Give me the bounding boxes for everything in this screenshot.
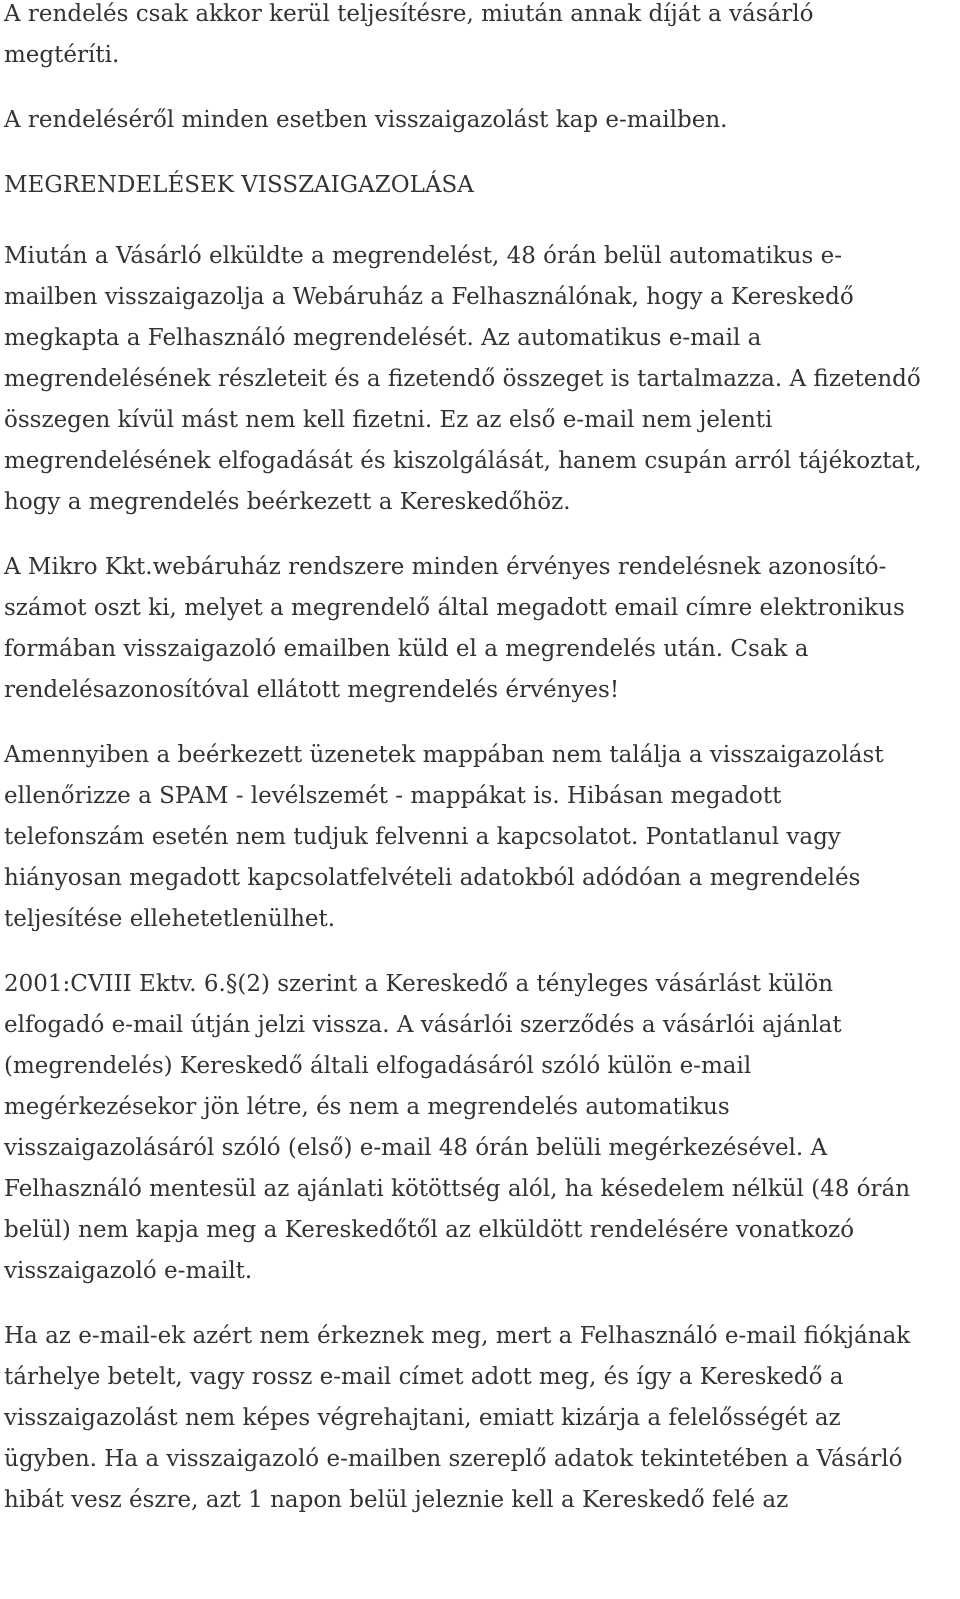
- paragraph-email-delivery-liability: Ha az e-mail-ek azért nem érkeznek meg, mert a Felhasználó e-mail fiókjának tárhelye betelt, vagy rossz e-mail címet adott meg, és így a Kereskedő a visszaigazolást nem képes végrehajtani, emiatt kizárja a felelősségét az ügyben. Ha a visszaigazoló e-mailben szereplő adatok tekintetében a Vásárló hibát vesz észre, azt 1 napon belül jeleznie kell a Kereskedő felé az: [4, 1323, 911, 1513]
- paragraph-spam-folder-note: Amennyiben a beérkezett üzenetek mappában nem találja a visszaigazolást ellenőrizze a SPAM - levélszemét - mappákat is. Hibásan megadott telefonszám esetén nem tudjuk felvenni a kapcsolatot. Pontatlanul vagy hiányosan megadott kapcsolatfelvételi adatokból adódóan a megrendelés teljesítése ellehetetlenülhet.: [4, 742, 884, 932]
- paragraph-payment-condition: A rendelés csak akkor kerül teljesítésre, miután annak díját a vásárló megtéríti.: [4, 1, 814, 68]
- paragraph-automatic-confirmation: Miután a Vásárló elküldte a megrendelést, 48 órán belül automatikus e- mailben visszaigazolja a Webáruház a Felhasználónak, hogy a Kereskedő megkapta a Felhasználó megrendelését. Az automatikus e-mail a megrendelésének részleteit és a fizetendő összeget is tartalmazza. A fizetendő összegen kívül mást nem kell fizetni. Ez az első e-mail nem jelenti megrendelésének elfogadását és kiszolgálását, hanem csupán arról tájékoztat, hogy a megrendelés beérkezett a Kereskedőhöz.: [4, 243, 922, 515]
- paragraph-email-confirmation-note: A rendeléséről minden esetben visszaigazolást kap e-mailben.: [4, 107, 728, 133]
- section-heading-order-confirmation: MEGRENDELÉSEK VISSZAIGAZOLÁSA: [4, 172, 474, 198]
- paragraph-order-identifier: A Mikro Kkt.webáruház rendszere minden érvényes rendelésnek azonosító- számot oszt ki, melyet a megrendelő által megadott email címre elektronikus formában visszaigazoló emailben küld el a megrendelés után. Csak a rendelésazonosítóval ellátott megrendelés érvényes!: [4, 554, 905, 703]
- paragraph-legal-basis: 2001:CVIII Ektv. 6.§(2) szerint a Kereskedő a tényleges vásárlást külön elfogadó e-mail útján jelzi vissza. A vásárlói szerződés a vásárlói ajánlat (megrendelés) Kereskedő általi elfogadásáról szóló külön e-mail megérkezésekor jön létre, és nem a megrendelés automatikus visszaigazolásáról szóló (első) e-mail 48 órán belüli megérkezésével. A Felhasználó mentesül az ajánlati kötöttség alól, ha késedelem nélkül (48 órán belül) nem kapja meg a Kereskedőtől az elküldött rendelésére vonatkozó visszaigazoló e-mailt.: [4, 971, 911, 1284]
